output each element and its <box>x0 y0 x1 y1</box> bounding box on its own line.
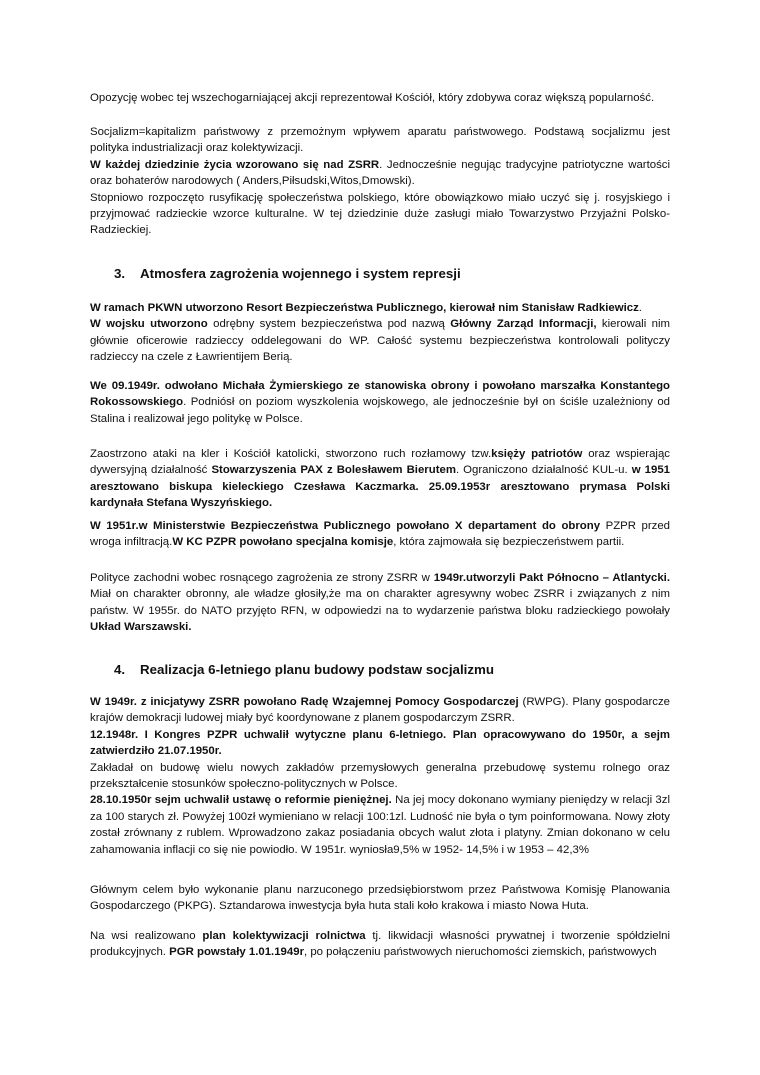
bold-text: W 1949r. z inicjatywy ZSRR powołano Radę Wzajemnej Pomocy Gospodarczej <box>90 696 519 708</box>
bold-text: Główny Zarząd Informacji, <box>450 318 597 331</box>
text: . Jednocześnie negując tradycyjne patriotyczne wartości oraz bohaterów narodowych ( Anders,Piłsudski,Witos,Dmowski). <box>90 158 670 188</box>
text: kierowali nim głównie oficerowie radzieccy oddelegowani do WP. Całość systemu bezpieczeństwa kontrolowali polityczy radzieccy na czele z Ławrientijem Berią. <box>90 318 670 364</box>
bold-text: księży patriotów <box>491 448 583 460</box>
bold-text: PGR powstały 1.01.1949r <box>169 946 304 959</box>
bold-text: 12.1948r. I Kongres PZPR uchwalił wytyczne planu 6-letniego. Plan opracowywano do 1950r, a sejm zatwierdziło 21.07.1950r. <box>90 728 670 758</box>
section3-paragraph-department <box>90 518 670 551</box>
section4-paragraph-plan <box>90 694 670 858</box>
text: Socjalizm=kapitalizm państwowy z przemożnym wpływem aparatu państwowego. Podstawą socjalizmu jest polityka industrializacji oraz kolektywizacji. <box>90 126 670 155</box>
text: Na wsi realizowano <box>90 930 203 942</box>
heading-number: 3. <box>114 266 126 281</box>
text: tj. likwidacji własności prywatnej i tworzenie spółdzielni produkcyjnych. <box>90 930 670 959</box>
bold-text: W KC PZPR powołano specjalna komisje <box>172 536 394 549</box>
text: . <box>638 302 642 314</box>
text: Miał on charakter obronny, ale władze głosiły,że ma on charakter agresywny wobec ZSRR i związanych z nim państw. W 1955r. do NATO przyjęto RFN, w odpowiedzi na to wydarzenie państwa bloku radzieckiego powołały <box>90 588 670 617</box>
bold-text: Stowarzyszenia PAX z Bolesławem Bierutem <box>211 464 456 477</box>
section4-paragraph-pkpg <box>90 882 670 915</box>
section3-paragraph-nato <box>90 570 670 636</box>
section-heading-4 <box>114 662 494 678</box>
bold-text: W ramach PKWN utworzono Resort Bezpieczeństwa Publicznego, kierował nim Stanisław Radkiewicz <box>90 302 639 314</box>
text: Na jej mocy dokonano wymiany pieniędzy w relacji 3zl za 100 starych zł. Powyżej 100zł wymieniano w relacji 100:1zl. Ludność nie była o tym poinformowana. Nowy złoty został zrównany z rublem. Wprowadzono zakaz posiadania obcych walut złota i platyny. Zmian dokonano w celu zahamowania inflacji co się nie powiodło. W 1951r. wyniosła9,5% w 1952- 14,5% i w 1953 – 42,3% <box>90 794 670 856</box>
section3-paragraph-security <box>90 300 670 366</box>
text: odrębny system bezpieczeństwa pod nazwą <box>207 318 451 331</box>
section3-paragraph-church <box>90 446 670 512</box>
section-heading-3 <box>114 266 461 282</box>
intro-paragraph-socialism <box>90 124 670 239</box>
bold-text: W 1951r.w Ministerstwie Bezpieczeństwa Publicznego powołano X departament do obrony <box>90 520 601 532</box>
bold-text: We 09.1949r. odwołano Michała Żymierskiego ze stanowiska obrony i powołano marszałka Konstantego Rokossowskiego <box>90 380 670 409</box>
text: Stopniowo rozpoczęto rusyfikację społeczeństwa polskiego, które obowiązkowo miało uczyć się j. rosyjskiego i przyjmować radzieckie wzorce kulturalne. W tej dziedzinie duże zasługi miało Towarzystwo Przyjaźni Polsko-Radzieckiej. <box>90 191 670 237</box>
text: PZPR przed wroga infiltracją. <box>90 520 671 549</box>
bold-text: W wojsku utworzono <box>90 318 208 331</box>
section4-paragraph-collectivization <box>90 928 670 961</box>
text: (RWPG). Plany gospodarcze krajów demokracji ludowej miały być koordynowane z planem gospodarczym ZSRR. <box>90 696 670 725</box>
text: . Ograniczono działalność KUL-u. <box>455 464 632 477</box>
bold-text: 1949r.utworzyli Pakt Północno – Atlantycki. <box>433 572 670 584</box>
text: Zakładał on budowę wielu nowych zakładów przemysłowych generalna przebudowę systemu rolnego oraz przekształcenie stosunków społeczno-politycznych w Polsce. <box>90 761 670 791</box>
text: Opozycję wobec tej wszechogarniającej akcji reprezentował Kościół, który zdobywa coraz większą popularność. <box>90 92 655 104</box>
bold-text: w 1951 aresztowano biskupa kieleckiego Czesława Kaczmarka. 25.09.1953r aresztowano prymasa Polski kardynała Stefana Wyszyńskiego. <box>90 464 670 510</box>
text: Zaostrzono ataki na kler i Kościół katolicki, stworzono ruch rozłamowy tzw. <box>90 448 492 460</box>
bold-text: 28.10.1950r sejm uchwalił ustawę o reformie pieniężnej. <box>90 794 392 807</box>
text: , po połączeniu państwowych nieruchomości ziemskich, państwowych <box>304 946 657 959</box>
text: , która zajmowała się bezpieczeństwem partii. <box>393 536 625 549</box>
bold-text: plan kolektywizacji rolnictwa <box>202 930 366 942</box>
bold-text: W każdej dziedzinie życia wzorowano się nad ZSRR <box>90 158 380 171</box>
text: oraz wspierając dywersyjną działalność <box>90 448 670 477</box>
heading-title: Realizacja 6-letniego planu budowy podstaw socjalizmu <box>140 662 495 677</box>
intro-paragraph-church <box>90 90 670 106</box>
text: . Podniósł on poziom wyszkolenia wojskowego, ale jednocześnie był on ściśle uzależniony od Stalina i realizował jego politykę w Polsce. <box>90 396 670 425</box>
section3-paragraph-rokossowski <box>90 378 670 427</box>
bold-text: Układ Warszawski. <box>90 621 192 634</box>
text: Głównym celem było wykonanie planu narzuconego przedsiębiorstwom przez Państwowa Komisję Planowania Gospodarczego (PKPG). Sztandarowa inwestycja była huta stali koło krakowa i miasto Nowa Huta. <box>90 884 670 913</box>
heading-number: 4. <box>114 662 126 677</box>
heading-title: Atmosfera zagrożenia wojennego i system represji <box>140 266 461 281</box>
text: Polityce zachodni wobec rosnącego zagrożenia ze strony ZSRR w <box>90 572 434 584</box>
